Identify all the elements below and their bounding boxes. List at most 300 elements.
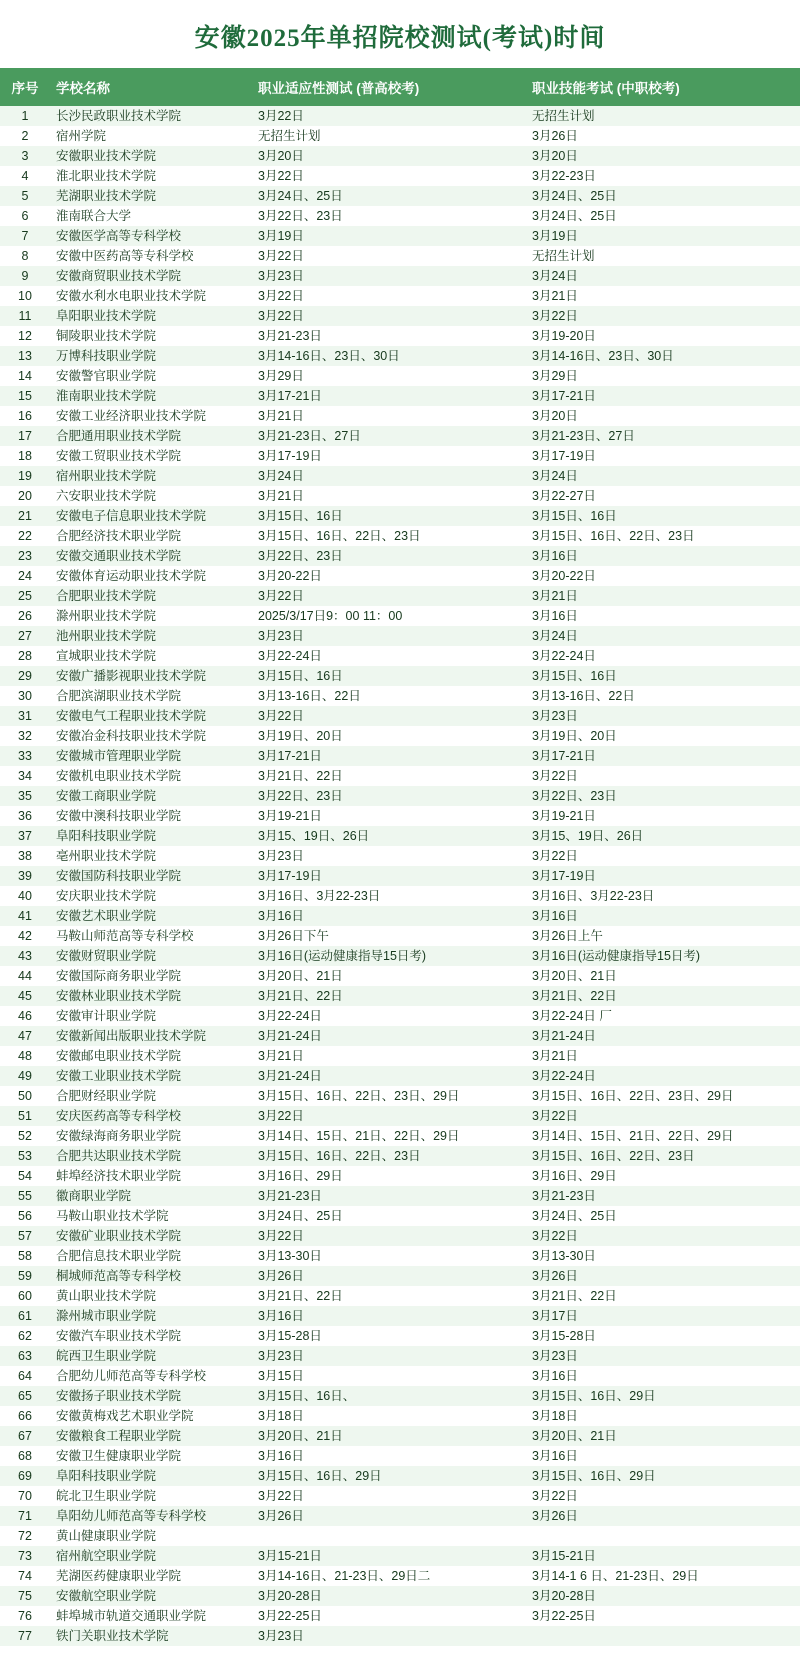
row-aptitude-date: 3月22日: [258, 589, 304, 603]
row-index: 77: [18, 1629, 32, 1643]
row-skill-date: 3月21日: [532, 289, 578, 303]
row-aptitude-date: 3月22日: [258, 709, 304, 723]
row-aptitude-date: 3月16日: [258, 1449, 304, 1463]
row-skill-date: 3月15、19日、26日: [532, 829, 644, 843]
row-skill-date: 3月21-24日: [532, 1029, 596, 1043]
row-school-name: 安庆职业技术学院: [56, 889, 157, 903]
row-school-name: 黄山职业技术学院: [56, 1289, 157, 1303]
row-skill-date: 3月20-22日: [532, 569, 596, 583]
column-header-aptitude-test: 职业适应性测试 (普高校考): [252, 68, 526, 106]
table-row: [0, 166, 800, 186]
row-school-name: 安徽国防科技职业学院: [56, 869, 182, 883]
table-row: [0, 1146, 800, 1166]
row-school-name: 宿州学院: [56, 129, 107, 143]
column-header-skill-test: 职业技能考试 (中职校考): [526, 68, 800, 106]
table-row: [0, 1226, 800, 1246]
row-index: 25: [18, 589, 32, 603]
table-row: [0, 1426, 800, 1446]
row-school-name: 安徽电气工程职业技术学院: [56, 709, 207, 723]
table-row: [0, 1326, 800, 1346]
row-skill-date: 3月13-30日: [532, 1249, 596, 1263]
row-skill-date: 3月24日、25日: [532, 209, 617, 223]
row-skill-date: 3月17-21日: [532, 749, 596, 763]
row-aptitude-date: 3月24日、25日: [258, 1209, 343, 1223]
row-school-name: 安徽医学高等专科学校: [56, 229, 182, 243]
row-school-name: 安徽冶金科技职业技术学院: [56, 729, 207, 743]
row-school-name: 安徽中医药高等专科学校: [56, 249, 194, 263]
row-school-name: 池州职业技术学院: [56, 629, 157, 643]
row-aptitude-date: 3月15日: [258, 1369, 304, 1383]
row-aptitude-date: 3月23日: [258, 1349, 304, 1363]
row-aptitude-date: 3月22日: [258, 169, 304, 183]
row-skill-date: 3月16日(运动健康指导15日考): [532, 949, 701, 963]
row-aptitude-date: 3月17-21日: [258, 389, 322, 403]
table-row: [0, 926, 800, 946]
row-school-name: 铁门关职业技术学院: [56, 1629, 169, 1643]
row-school-name: 合肥通用职业技术学院: [56, 429, 182, 443]
table-row: [0, 406, 800, 426]
row-school-name: 合肥经济技术职业学院: [56, 529, 182, 543]
row-school-name: 宿州职业技术学院: [56, 469, 157, 483]
table-row: [0, 306, 800, 326]
table-row: [0, 466, 800, 486]
row-aptitude-date: 3月21日、22日: [258, 1289, 343, 1303]
row-aptitude-date: 3月21-24日: [258, 1069, 322, 1083]
row-index: 65: [18, 1389, 32, 1403]
row-aptitude-date: 3月15日、16日: [258, 509, 343, 523]
row-aptitude-date: 3月21-23日: [258, 329, 322, 343]
row-school-name: 合肥职业技术学院: [56, 589, 157, 603]
row-aptitude-date: 3月19日: [258, 229, 304, 243]
row-skill-date: 3月19-21日: [532, 809, 596, 823]
table-row: [0, 786, 800, 806]
row-index: 33: [18, 749, 32, 763]
row-index: 64: [18, 1369, 32, 1383]
row-index: 48: [18, 1049, 32, 1063]
row-school-name: 长沙民政职业技术学院: [56, 109, 182, 123]
row-index: 14: [18, 369, 32, 383]
row-aptitude-date: 3月29日: [258, 369, 304, 383]
row-skill-date: [526, 1526, 800, 1546]
row-aptitude-date: 3月22日、23日: [258, 549, 343, 563]
row-school-name: 滁州城市职业学院: [56, 1309, 157, 1323]
row-skill-date: 3月15日、16日、22日、23日: [532, 529, 695, 543]
row-aptitude-date: 3月19日、20日: [258, 729, 343, 743]
row-school-name: 淮北职业技术学院: [56, 169, 157, 183]
row-aptitude-date: 3月22日: [258, 1489, 304, 1503]
table-row: [0, 1546, 800, 1566]
row-school-name: 安徽中澳科技职业学院: [56, 809, 182, 823]
row-school-name: 安徽粮食工程职业学院: [56, 1429, 182, 1443]
row-index: 74: [18, 1569, 32, 1583]
row-index: 9: [21, 269, 29, 283]
table-row: [0, 446, 800, 466]
row-index: 41: [18, 909, 32, 923]
row-index: 62: [18, 1329, 32, 1343]
row-index: 5: [21, 189, 29, 203]
row-school-name: 安徽工业经济职业技术学院: [56, 409, 207, 423]
row-skill-date: 3月22日: [532, 1109, 578, 1123]
row-index: 10: [18, 289, 32, 303]
table-row: [0, 1086, 800, 1106]
row-skill-date: 3月29日: [532, 369, 578, 383]
row-aptitude-date: 3月20日: [258, 149, 304, 163]
row-skill-date: 3月20-28日: [532, 1589, 596, 1603]
row-index: 22: [18, 529, 32, 543]
row-index: 68: [18, 1449, 32, 1463]
row-aptitude-date: 3月16日: [258, 1309, 304, 1323]
row-index: 76: [18, 1609, 32, 1623]
table-row: [0, 986, 800, 1006]
row-school-name: 皖北卫生职业学院: [56, 1489, 157, 1503]
row-aptitude-date: 3月15日、16日、22日、23日: [258, 529, 421, 543]
row-index: 44: [18, 969, 32, 983]
row-aptitude-date: 3月21日: [258, 1049, 304, 1063]
row-skill-date: 3月21日: [532, 589, 578, 603]
table-row: [0, 766, 800, 786]
table-row: [0, 526, 800, 546]
table-row: [0, 1246, 800, 1266]
row-aptitude-date: 3月22日: [258, 309, 304, 323]
row-aptitude-date: 3月23日: [258, 269, 304, 283]
row-aptitude-date: 3月21日、22日: [258, 989, 343, 1003]
table-row: [0, 1346, 800, 1366]
row-index: 73: [18, 1549, 32, 1563]
row-index: 39: [18, 869, 32, 883]
row-school-name: 安徽艺术职业学院: [56, 909, 157, 923]
table-row: [0, 1626, 800, 1646]
row-skill-date: 3月22日: [532, 1229, 578, 1243]
table-row: [0, 566, 800, 586]
row-index: 17: [18, 429, 32, 443]
row-skill-date: 3月16日、3月22-23日: [532, 889, 655, 903]
row-aptitude-date: 无招生计划: [258, 129, 321, 143]
table-row: [0, 746, 800, 766]
row-index: 50: [18, 1089, 32, 1103]
row-skill-date: 3月15日、16日、22日、23日: [532, 1149, 695, 1163]
table-row: [0, 346, 800, 366]
row-index: 72: [18, 1529, 32, 1543]
row-index: 36: [18, 809, 32, 823]
row-skill-date: 3月19日、20日: [532, 729, 617, 743]
row-index: 52: [18, 1129, 32, 1143]
column-header-school: 学校名称: [50, 68, 252, 106]
row-skill-date: 3月14日、15日、21日、22日、29日: [532, 1129, 734, 1143]
row-school-name: 安徽审计职业学院: [56, 1009, 157, 1023]
row-index: 27: [18, 629, 32, 643]
row-index: 11: [18, 309, 32, 323]
row-school-name: 马鞍山师范高等专科学校: [56, 929, 194, 943]
row-index: 24: [18, 569, 32, 583]
row-index: 58: [18, 1249, 32, 1263]
row-skill-date: 3月16日: [532, 909, 578, 923]
row-aptitude-date: 3月16日、3月22-23日: [258, 889, 381, 903]
row-skill-date: 3月20日、21日: [532, 969, 617, 983]
row-index: 29: [18, 669, 32, 683]
row-school-name: 安徽水利水电职业技术学院: [56, 289, 207, 303]
row-skill-date: 3月26日: [532, 129, 578, 143]
row-school-name: 安徽交通职业技术学院: [56, 549, 182, 563]
row-skill-date: [526, 1626, 800, 1646]
row-skill-date: 3月21日: [532, 1049, 578, 1063]
row-aptitude-date: 3月26日下午: [258, 929, 329, 943]
row-index: 26: [18, 609, 32, 623]
row-skill-date: 3月15日、16日、22日、23日、29日: [532, 1089, 734, 1103]
row-school-name: 黄山健康职业学院: [56, 1529, 157, 1543]
row-aptitude-date: 3月20日、21日: [258, 1429, 343, 1443]
row-skill-date: 3月19-20日: [532, 329, 596, 343]
row-school-name: 安徽机电职业技术学院: [56, 769, 182, 783]
row-aptitude-date: 3月15日、16日、22日、23日: [258, 1149, 421, 1163]
row-skill-date: 3月21日、22日: [532, 1289, 617, 1303]
column-header-index: 序号: [0, 68, 50, 106]
row-school-name: 徽商职业学院: [56, 1189, 132, 1203]
row-school-name: 阜阳职业技术学院: [56, 309, 157, 323]
row-aptitude-date: 3月20-22日: [258, 569, 322, 583]
table-row: [0, 826, 800, 846]
row-school-name: 阜阳科技职业学院: [56, 829, 157, 843]
row-skill-date: 3月24日、25日: [532, 1209, 617, 1223]
table-row: [0, 586, 800, 606]
row-aptitude-date: 3月15日、16日、: [258, 1389, 356, 1403]
row-aptitude-date: 3月15日、16日、22日、23日、29日: [258, 1089, 460, 1103]
row-skill-date: 3月17-19日: [532, 449, 596, 463]
row-school-name: 安徽商贸职业技术学院: [56, 269, 182, 283]
table-row: [0, 1306, 800, 1326]
row-index: 60: [18, 1289, 32, 1303]
row-skill-date: 3月16日、29日: [532, 1169, 617, 1183]
table-row: [0, 1046, 800, 1066]
table-row: [0, 426, 800, 446]
row-school-name: 桐城师范高等专科学校: [56, 1269, 182, 1283]
row-aptitude-date: 3月23日: [258, 1629, 304, 1643]
row-aptitude-date: 3月24日: [258, 469, 304, 483]
row-school-name: 阜阳科技职业学院: [56, 1469, 157, 1483]
row-school-name: 安徽工业职业技术学院: [56, 1069, 182, 1083]
row-aptitude-date: 3月21日、22日: [258, 769, 343, 783]
row-skill-date: 3月26日: [532, 1269, 578, 1283]
row-index: 19: [18, 469, 32, 483]
row-index: 2: [21, 129, 29, 143]
row-aptitude-date: 3月22日: [258, 109, 304, 123]
row-index: 32: [18, 729, 32, 743]
row-school-name: 安徽工贸职业技术学院: [56, 449, 182, 463]
table-row: [0, 126, 800, 146]
row-school-name: 安徽职业技术学院: [56, 149, 157, 163]
row-skill-date: 3月15-28日: [532, 1329, 596, 1343]
row-skill-date: 3月17-21日: [532, 389, 596, 403]
row-skill-date: 3月24日: [532, 469, 578, 483]
row-index: 12: [18, 329, 32, 343]
row-index: 54: [18, 1169, 32, 1183]
row-school-name: 合肥信息技术职业学院: [56, 1249, 182, 1263]
row-aptitude-date: 3月16日、29日: [258, 1169, 343, 1183]
row-aptitude-date: 3月16日: [258, 909, 304, 923]
page-title: 安徽2025年单招院校测试(考试)时间: [194, 25, 606, 52]
row-school-name: 合肥幼儿师范高等专科学校: [56, 1369, 207, 1383]
row-skill-date: 3月14-16日、23日、30日: [532, 349, 674, 363]
row-index: 51: [18, 1109, 32, 1123]
table-row: [0, 686, 800, 706]
row-school-name: 安徽林业职业技术学院: [56, 989, 182, 1003]
row-index: 69: [18, 1469, 32, 1483]
row-school-name: 蚌埠城市轨道交通职业学院: [56, 1609, 207, 1623]
row-school-name: 安徽体育运动职业技术学院: [56, 569, 207, 583]
row-index: 35: [18, 789, 32, 803]
table-row: [0, 1066, 800, 1086]
row-aptitude-date: 3月19-21日: [258, 809, 322, 823]
table-row: [0, 326, 800, 346]
row-aptitude-date: 3月14-16日、23日、30日: [258, 349, 400, 363]
row-skill-date: 3月23日: [532, 1349, 578, 1363]
table-row: [0, 286, 800, 306]
row-index: 67: [18, 1429, 32, 1443]
row-aptitude-date: 3月21日: [258, 409, 304, 423]
row-skill-date: 3月20日: [532, 409, 578, 423]
row-school-name: 阜阳幼儿师范高等专科学校: [56, 1509, 207, 1523]
row-skill-date: 3月23日: [532, 709, 578, 723]
row-index: 7: [21, 229, 29, 243]
row-skill-date: 3月22日: [532, 309, 578, 323]
table-row: [0, 1386, 800, 1406]
row-index: 23: [18, 549, 32, 563]
table-row: [0, 1126, 800, 1146]
row-aptitude-date: 3月17-19日: [258, 449, 322, 463]
table-row: [0, 1486, 800, 1506]
row-index: 3: [21, 149, 29, 163]
row-skill-date: 3月18日: [532, 1409, 578, 1423]
row-school-name: 亳州职业技术学院: [56, 849, 157, 863]
row-aptitude-date: 3月21-24日: [258, 1029, 322, 1043]
row-index: 47: [18, 1029, 32, 1043]
table-header: [0, 68, 800, 106]
row-school-name: 淮南职业技术学院: [56, 389, 157, 403]
row-aptitude-date: 3月16日(运动健康指导15日考): [258, 949, 427, 963]
table-row: [0, 226, 800, 246]
row-aptitude-date: 3月18日: [258, 1409, 304, 1423]
row-aptitude-date: 3月20-28日: [258, 1589, 322, 1603]
row-index: 37: [18, 829, 32, 843]
row-index: 34: [18, 769, 32, 783]
table-row: [0, 846, 800, 866]
row-aptitude-date: 3月15-28日: [258, 1329, 322, 1343]
row-skill-date: 3月22日、23日: [532, 789, 617, 803]
row-school-name: 安徽矿业职业技术学院: [56, 1229, 182, 1243]
table-row: [0, 1406, 800, 1426]
row-school-name: 安徽卫生健康职业学院: [56, 1449, 182, 1463]
table-row: [0, 966, 800, 986]
table-row: [0, 606, 800, 626]
table-row: [0, 206, 800, 226]
table-row: [0, 646, 800, 666]
table-row: [0, 806, 800, 826]
row-skill-date: 3月16日: [532, 1449, 578, 1463]
row-skill-date: 3月26日: [532, 1509, 578, 1523]
row-school-name: 马鞍山职业技术学院: [56, 1209, 169, 1223]
row-skill-date: 3月15-21日: [532, 1549, 596, 1563]
header-row: [0, 68, 800, 106]
table-row: [0, 1166, 800, 1186]
row-aptitude-date: 3月13-30日: [258, 1249, 322, 1263]
table-row: [0, 1206, 800, 1226]
row-aptitude-date: 3月24日、25日: [258, 189, 343, 203]
row-index: 13: [18, 349, 32, 363]
row-aptitude-date: 3月22日: [258, 1229, 304, 1243]
row-school-name: 安徽邮电职业技术学院: [56, 1049, 182, 1063]
row-skill-date: 无招生计划: [532, 109, 595, 123]
row-index: 6: [21, 209, 29, 223]
row-aptitude-date: 3月15日、16日、29日: [258, 1469, 382, 1483]
row-index: 63: [18, 1349, 32, 1363]
row-aptitude-date: 3月15、19日、26日: [258, 829, 370, 843]
row-index: 20: [18, 489, 32, 503]
table-row: [0, 726, 800, 746]
row-aptitude-date: 3月22日: [258, 289, 304, 303]
row-school-name: 安徽财贸职业学院: [56, 949, 157, 963]
row-aptitude-date: 3月22-25日: [258, 1609, 322, 1623]
row-aptitude-date: 3月26日: [258, 1509, 304, 1523]
table-row: [0, 946, 800, 966]
row-aptitude-date: 3月22日、23日: [258, 209, 343, 223]
row-skill-date: 3月16日: [532, 1369, 578, 1383]
row-school-name: 安徽绿海商务职业学院: [56, 1129, 182, 1143]
row-school-name: 芜湖医药健康职业学院: [56, 1569, 182, 1583]
table-row: [0, 1266, 800, 1286]
table-row: [0, 186, 800, 206]
row-school-name: 安庆医药高等专科学校: [56, 1109, 182, 1123]
table-row: [0, 546, 800, 566]
row-skill-date: 3月16日: [532, 609, 578, 623]
row-school-name: 芜湖职业技术学院: [56, 189, 157, 203]
row-skill-date: 3月20日: [532, 149, 578, 163]
row-aptitude-date: 3月14日、15日、21日、22日、29日: [258, 1129, 460, 1143]
row-school-name: 安徽黄梅戏艺术职业学院: [56, 1409, 194, 1423]
row-aptitude-date: 3月22-24日: [258, 649, 322, 663]
table-row: [0, 1466, 800, 1486]
table-row: [0, 266, 800, 286]
table-row: [0, 666, 800, 686]
table-row: [0, 1526, 800, 1546]
row-skill-date: 3月22日: [532, 1489, 578, 1503]
row-skill-date: 3月22-24日: [532, 649, 596, 663]
row-aptitude-date: 3月15日、16日: [258, 669, 343, 683]
row-skill-date: 3月22-25日: [532, 1609, 596, 1623]
row-school-name: 皖西卫生职业学院: [56, 1349, 157, 1363]
row-skill-date: 3月24日: [532, 629, 578, 643]
row-school-name: 宣城职业技术学院: [56, 649, 157, 663]
row-index: 40: [18, 889, 32, 903]
row-aptitude-date: 3月21-23日、27日: [258, 429, 361, 443]
table-row: [0, 366, 800, 386]
row-aptitude-date: 2025/3/17日9：00 11：00: [258, 609, 403, 623]
row-skill-date: 3月17-19日: [532, 869, 596, 883]
row-school-name: 淮南联合大学: [56, 209, 132, 223]
row-index: 66: [18, 1409, 32, 1423]
row-school-name: 安徽电子信息职业技术学院: [56, 509, 207, 523]
row-index: 18: [18, 449, 32, 463]
row-index: 56: [18, 1209, 32, 1223]
table-row: [0, 1586, 800, 1606]
row-index: 49: [18, 1069, 32, 1083]
row-skill-date: 3月24日、25日: [532, 189, 617, 203]
row-school-name: 合肥财经职业学院: [56, 1089, 157, 1103]
row-skill-date: 3月15日、16日、29日: [532, 1389, 656, 1403]
row-skill-date: 3月20日、21日: [532, 1429, 617, 1443]
table-row: [0, 706, 800, 726]
table-row: [0, 1566, 800, 1586]
row-skill-date: 3月22-24日: [532, 1069, 596, 1083]
row-skill-date: 3月13-16日、22日: [532, 689, 635, 703]
